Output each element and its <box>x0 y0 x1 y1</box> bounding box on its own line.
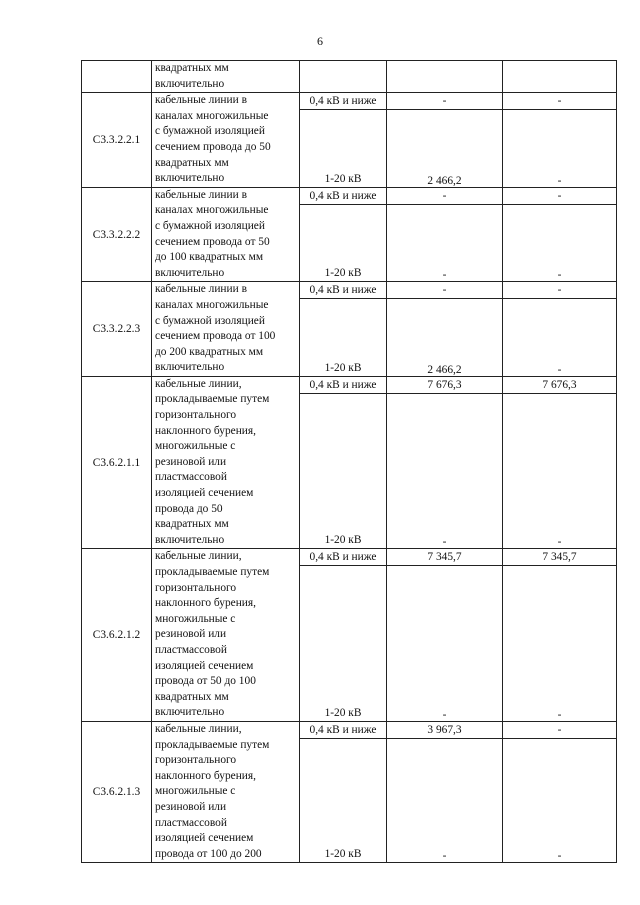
voltage-top: 0,4 кВ и ниже <box>300 93 386 110</box>
description-line: прокладываемые путем <box>155 566 270 578</box>
voltage-cell <box>300 721 387 862</box>
description-line: каналах многожильные <box>155 298 269 311</box>
value-cell <box>503 282 617 377</box>
description-line: включительно <box>155 706 225 719</box>
description-line: с бумажной изоляцией <box>155 219 265 232</box>
value-top: 7 676,3 <box>503 377 616 394</box>
description-line: сечением провода до 50 <box>155 140 271 153</box>
page-number: 6 <box>317 34 323 48</box>
code-cell: С3.3.2.2.1 <box>82 93 152 188</box>
description-cell <box>152 549 300 722</box>
value-bottom: - <box>557 850 562 863</box>
table-row <box>82 93 617 188</box>
description-line: резиновой или <box>155 455 227 468</box>
table-row <box>82 549 617 722</box>
description-line: резиновой или <box>155 628 227 641</box>
description-line: кабельные линии, <box>155 550 242 563</box>
voltage-top: 0,4 кВ и ниже <box>300 188 386 205</box>
description-line: пластмассовой <box>155 816 227 829</box>
value-bottom: - <box>442 850 447 863</box>
value-cell <box>387 93 503 188</box>
value-top: - <box>503 282 616 299</box>
value-bottom: - <box>557 363 562 376</box>
code-cell: С3.3.2.2.2 <box>82 187 152 282</box>
value-cell <box>503 61 617 93</box>
value-cell <box>387 187 503 282</box>
description-line: горизонтального <box>155 581 237 594</box>
description-line: изоляцией сечением <box>155 487 254 500</box>
value-top: - <box>387 282 502 299</box>
value-top: - <box>387 188 502 205</box>
description-line: горизонтального <box>155 754 237 767</box>
value-bottom: 2 466,2 <box>427 174 462 187</box>
description-line: до 100 квадратных мм <box>155 251 264 264</box>
description-line: кабельные линии в <box>155 283 247 296</box>
value-bottom: - <box>557 269 562 282</box>
description-line: пластмассовой <box>155 643 227 656</box>
description-line: с бумажной изоляцией <box>155 314 265 327</box>
voltage-cell <box>300 282 387 377</box>
description-line: включительно <box>155 533 225 546</box>
description-line: включительно <box>155 77 225 90</box>
value-top: 7 345,7 <box>387 549 502 566</box>
description-line: включительно <box>155 172 225 185</box>
description-line: квадратных мм <box>155 518 229 531</box>
description-line: наклонного бурения, <box>155 424 256 437</box>
description-line: каналах многожильные <box>155 109 269 122</box>
code-cell: С3.6.2.1.2 <box>82 549 152 722</box>
description-line: включительно <box>155 266 225 279</box>
value-cell <box>387 282 503 377</box>
value-cell <box>503 93 617 188</box>
description-line: провода от 100 до 200 <box>155 847 262 860</box>
value-bottom: - <box>557 708 562 721</box>
description-line: до 200 квадратных мм <box>155 345 264 358</box>
value-cell <box>387 376 503 549</box>
description-cell <box>152 721 300 862</box>
description-line: резиновой или <box>155 800 227 813</box>
description-line: квадратных мм <box>155 156 229 169</box>
description-line: квадратных мм <box>155 690 229 703</box>
description-line: провода до 50 <box>155 502 223 515</box>
description-cell <box>152 61 300 93</box>
table-row <box>82 721 617 862</box>
value-top: - <box>387 93 502 110</box>
voltage-bottom: 1-20 кВ <box>324 267 362 280</box>
description-cell <box>152 93 300 188</box>
table-row-continuation <box>82 61 617 93</box>
value-bottom: - <box>442 536 447 549</box>
voltage-cell <box>300 61 387 93</box>
value-bottom: 2 466,2 <box>427 363 462 376</box>
description-line: с бумажной изоляцией <box>155 125 265 138</box>
value-cell <box>503 376 617 549</box>
voltage-cell <box>300 549 387 722</box>
code-cell: С3.6.2.1.3 <box>82 721 152 862</box>
value-top: 3 967,3 <box>387 722 502 739</box>
description-line: многожильные с <box>155 785 236 798</box>
value-top: 7 676,3 <box>387 377 502 394</box>
voltage-top: 0,4 кВ и ниже <box>300 282 386 299</box>
description-line: наклонного бурения, <box>155 769 256 782</box>
description-line: изоляцией сечением <box>155 659 254 672</box>
value-cell <box>387 721 503 862</box>
description-line: горизонтального <box>155 409 237 422</box>
value-bottom: - <box>442 269 447 282</box>
description-line: сечением провода от 100 <box>155 330 276 343</box>
description-line: кабельные линии в <box>155 188 247 201</box>
voltage-top: 0,4 кВ и ниже <box>300 549 386 566</box>
description-line: кабельные линии, <box>155 722 242 735</box>
description-cell <box>152 187 300 282</box>
code-cell: С3.6.2.1.1 <box>82 376 152 549</box>
value-bottom: - <box>442 708 447 721</box>
description-line: пластмассовой <box>155 471 227 484</box>
value-top: 7 345,7 <box>503 549 616 566</box>
description-line: прокладываемые путем <box>155 738 270 751</box>
description-line: многожильные с <box>155 612 236 625</box>
voltage-bottom: 1-20 кВ <box>324 706 362 719</box>
description-line: каналах многожильные <box>155 204 269 217</box>
voltage-cell <box>300 187 387 282</box>
table-row <box>82 376 617 549</box>
voltage-cell <box>300 376 387 549</box>
description-line: многожильные с <box>155 440 236 453</box>
value-bottom: - <box>557 174 562 187</box>
description-cell <box>152 282 300 377</box>
value-cell <box>387 61 503 93</box>
value-cell <box>387 549 503 722</box>
voltage-cell <box>300 93 387 188</box>
description-line: включительно <box>155 361 225 374</box>
description-cell <box>152 376 300 549</box>
value-top: - <box>503 188 616 205</box>
table-row <box>82 282 617 377</box>
voltage-bottom: 1-20 кВ <box>324 172 362 185</box>
description-line: изоляцией сечением <box>155 832 254 845</box>
tariff-table <box>81 60 617 863</box>
value-cell <box>503 187 617 282</box>
voltage-top: 0,4 кВ и ниже <box>300 377 386 394</box>
description-line: сечением провода от 50 <box>155 235 270 248</box>
voltage-bottom: 1-20 кВ <box>324 534 362 547</box>
description-line: прокладываемые путем <box>155 393 270 406</box>
table-row <box>82 187 617 282</box>
voltage-top: 0,4 кВ и ниже <box>300 722 386 739</box>
code-cell <box>82 61 152 93</box>
description-line: кабельные линии в <box>155 94 247 107</box>
value-cell <box>503 721 617 862</box>
value-top: - <box>503 722 616 739</box>
value-top: - <box>503 93 616 110</box>
value-cell <box>503 549 617 722</box>
voltage-bottom: 1-20 кВ <box>324 361 362 374</box>
voltage-bottom: 1-20 кВ <box>324 848 362 861</box>
code-cell: С3.3.2.2.3 <box>82 282 152 377</box>
description-line: кабельные линии, <box>155 377 242 390</box>
description-line: квадратных мм <box>155 62 229 74</box>
description-line: провода от 50 до 100 <box>155 675 256 688</box>
description-line: наклонного бурения, <box>155 597 256 610</box>
value-bottom: - <box>557 536 562 549</box>
